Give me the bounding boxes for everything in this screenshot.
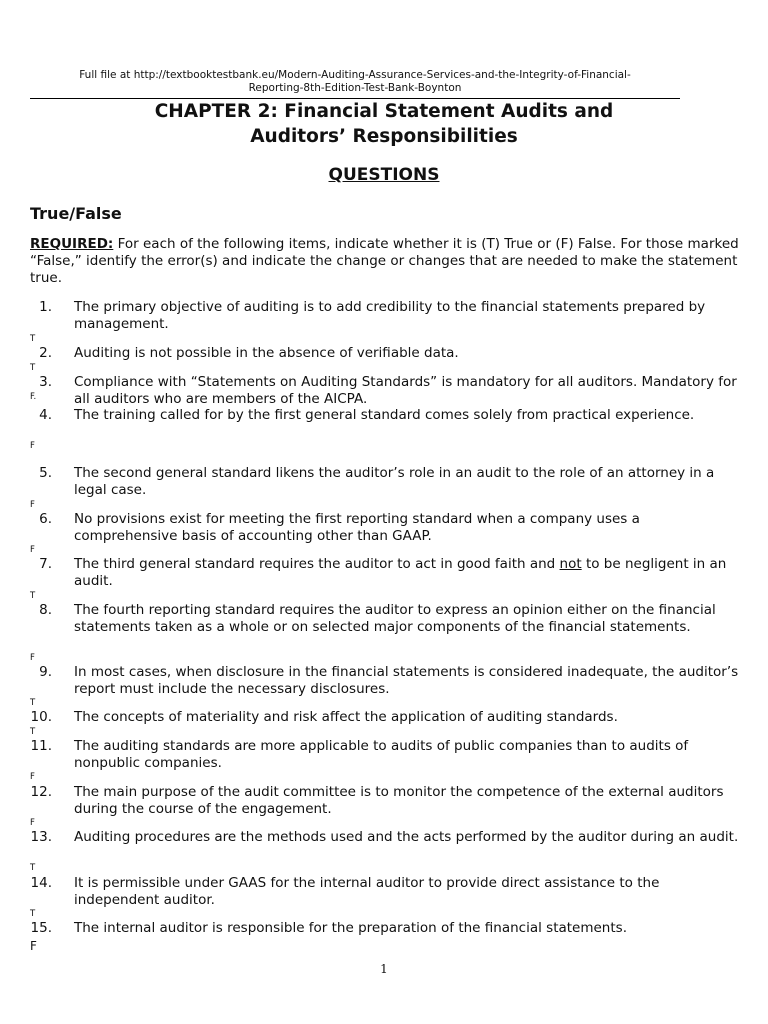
question-text: Compliance with “Statements on Auditing Standards” is mandatory for all auditors. Mandatory for all auditors who are members of the AICPA. (74, 374, 737, 407)
answer-mark-8: F (30, 653, 35, 663)
question-number: 15. (30, 920, 52, 936)
question-number: 1. (39, 299, 52, 315)
question-number: 11. (30, 738, 52, 754)
question-number: 13. (30, 829, 52, 845)
question-number: 8. (39, 602, 52, 618)
answer-mark-11: F (30, 772, 35, 782)
question-text-part: to be negligent in an audit. (74, 556, 727, 589)
question-text: The primary objective of auditing is to add credibility to the financial statements prepared by management. (74, 299, 706, 332)
answer-mark-5: F (30, 500, 35, 510)
question-text: Auditing is not possible in the absence of verifiable data. (74, 345, 459, 361)
answer-mark-9: T (30, 698, 36, 708)
answer-mark-7: T (30, 591, 36, 601)
question-text: In most cases, when disclosure in the financial statements is considered inadequate, the auditor’s report must include the necessary disclosures. (74, 664, 739, 697)
required-text: For each of the following items, indicate whether it is (T) True or (F) False. For those marked “False,” identify the error(s) and indicate the change or changes that are needed to make the statement true. (30, 236, 739, 286)
question-number: 14. (30, 875, 52, 891)
question-number: 5. (39, 465, 52, 481)
question-number: 6. (39, 511, 52, 527)
answer-mark-10: T (30, 727, 36, 737)
answer-mark-15: F (30, 939, 37, 953)
required-label: REQUIRED: (30, 236, 114, 252)
source-header-line2: Reporting-8th-Edition-Test-Bank-Boynton (248, 82, 462, 94)
chapter-title-line1: CHAPTER 2: Financial Statement Audits and (154, 101, 614, 122)
question-text: The internal auditor is responsible for the preparation of the financial statements. (74, 920, 627, 936)
question-text: The main purpose of the audit committee is to monitor the competence of the external auditors during the course of the engagement. (74, 784, 724, 817)
question-text: The auditing standards are more applicable to audits of public companies than to audits of nonpublic companies. (74, 738, 689, 771)
chapter-title-line2: Auditors’ Responsibilities (250, 126, 518, 147)
source-header-line1: Full file at http://textbooktestbank.eu/Modern-Auditing-Assurance-Services-and-the-Integrity-of-Financial- (79, 69, 631, 81)
answer-mark-2: T (30, 363, 36, 373)
section-heading: True/False (30, 204, 122, 223)
questions-heading: QUESTIONS (328, 165, 440, 185)
answer-mark-3: F. (30, 392, 37, 402)
question-number: 7. (39, 556, 52, 572)
page-number: 1 (380, 962, 388, 976)
question-number: 3. (39, 374, 52, 390)
source-header (30, 69, 680, 95)
question-number: 12. (30, 784, 52, 800)
question-text (74, 556, 746, 590)
answer-mark-13: T (30, 863, 36, 873)
answer-mark-12: F (30, 818, 35, 828)
chapter-title (0, 99, 768, 149)
question-text: Auditing procedures are the methods used and the acts performed by the auditor during an audit. (74, 829, 739, 845)
question-text: The concepts of materiality and risk affect the application of auditing standards. (74, 709, 618, 725)
question-number: 10. (30, 709, 52, 725)
question-text-part: The third general standard requires the auditor to act in good faith and (74, 556, 560, 572)
question-text: The training called for by the first general standard comes solely from practical experience. (74, 407, 695, 423)
answer-mark-1: T (30, 334, 36, 344)
answer-mark-4: F (30, 441, 35, 451)
question-text: The second general standard likens the auditor’s role in an audit to the role of an attorney in a legal case. (74, 465, 715, 498)
question-number: 9. (39, 664, 52, 680)
question-text: No provisions exist for meeting the first reporting standard when a company uses a comprehensive basis of accounting other than GAAP. (74, 511, 640, 544)
question-text: It is permissible under GAAS for the internal auditor to provide direct assistance to the independent auditor. (74, 875, 660, 908)
underlined-word: not (559, 556, 582, 572)
required-instructions (30, 236, 745, 287)
question-number: 2. (39, 345, 52, 361)
answer-mark-6: F (30, 545, 35, 555)
answer-mark-14: T (30, 909, 36, 919)
question-number: 4. (39, 407, 52, 423)
question-text: The fourth reporting standard requires the auditor to express an opinion either on the financial statements taken as a whole or on selected major components of the financial statements. (74, 602, 716, 635)
